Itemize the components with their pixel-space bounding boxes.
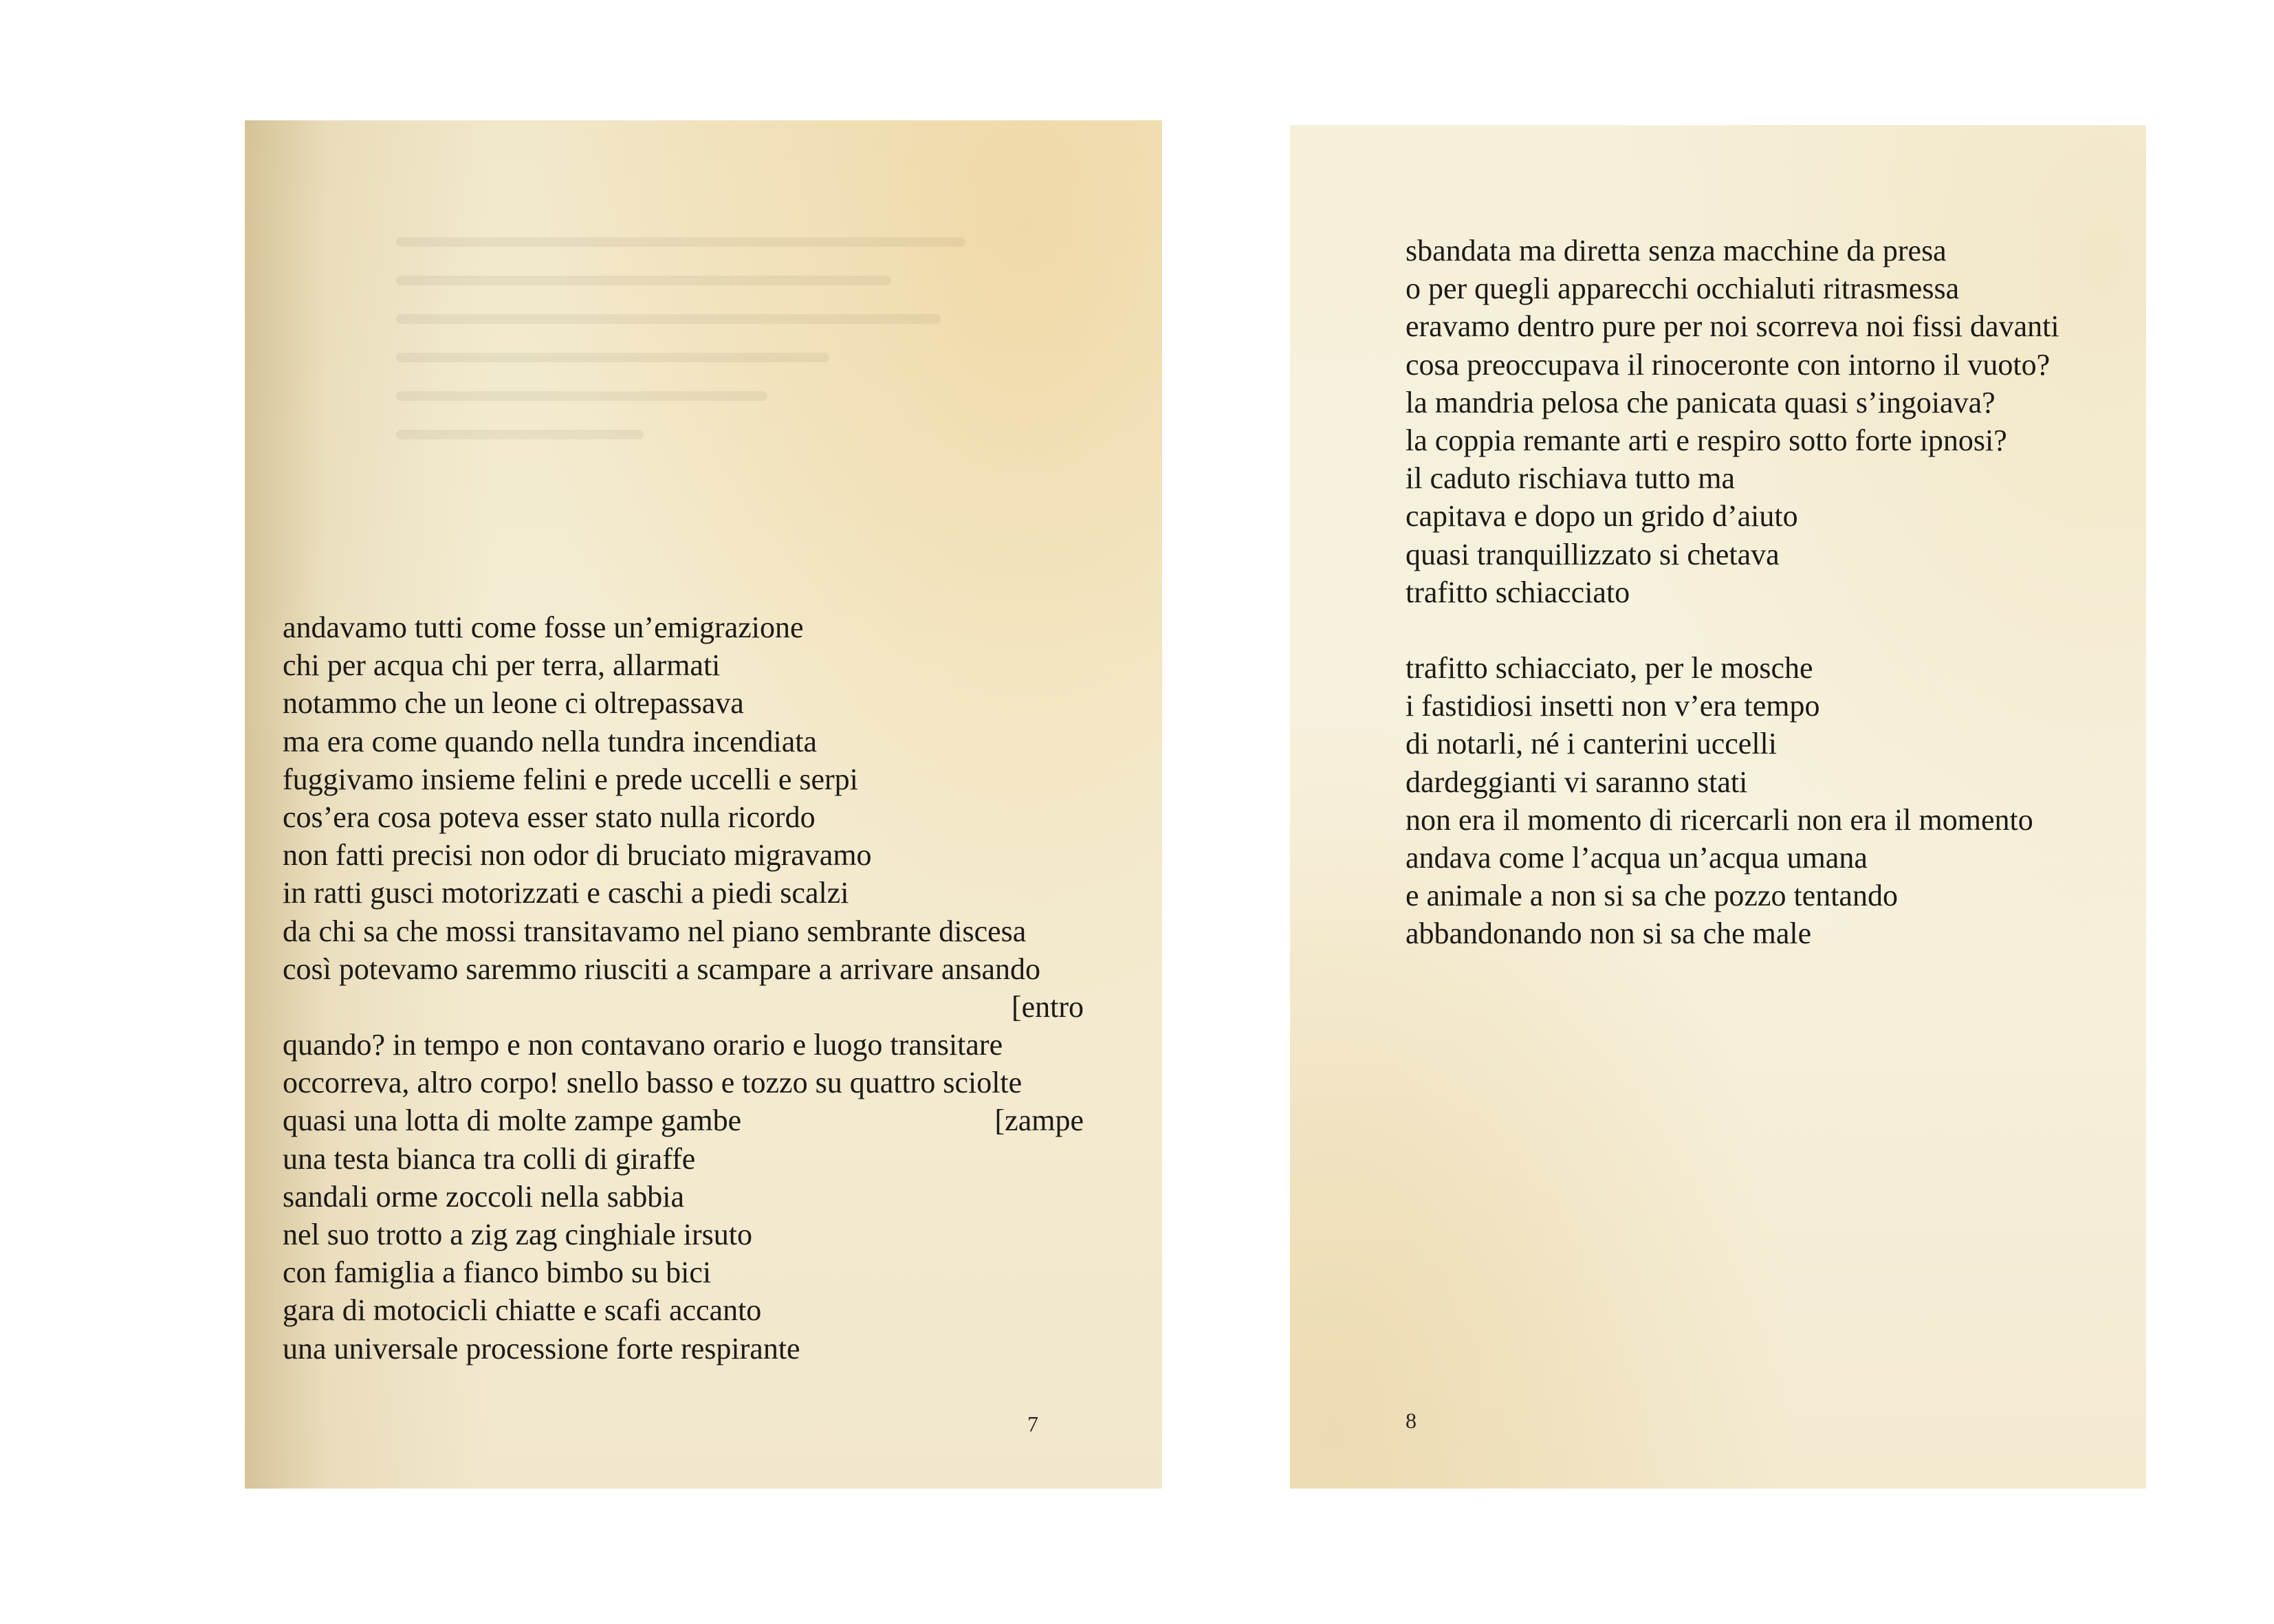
poem-line: con famiglia a fianco bimbo su bici — [283, 1255, 712, 1290]
poem-line: non fatti precisi non odor di bruciato migravamo — [283, 838, 872, 873]
page-number: 7 — [1027, 1412, 1038, 1436]
poem-line: trafitto schiacciato — [1406, 575, 1630, 609]
poem-line: ma era come quando nella tundra incendiata — [283, 724, 817, 758]
poem-line: in ratti gusci motorizzati e caschi a piedi scalzi — [283, 876, 849, 910]
poem-line: cos’era cosa poteva esser stato nulla ricordo — [283, 800, 816, 834]
poem-line: non era il momento di ricercarli non era il momento — [1406, 802, 2033, 837]
poem-line: capitava e dopo un grido d’aiuto — [1406, 499, 1798, 534]
right-poem — [1406, 232, 2121, 953]
poem-line: andava come l’acqua un’acqua umana — [1406, 841, 1868, 875]
poem-line: trafitto schiacciato, per le mosche — [1406, 651, 1813, 685]
poem-line: fuggivamo insieme felini e prede uccelli e serpi — [283, 762, 858, 796]
show-through-text — [396, 237, 1015, 485]
poem-line: e animale a non si sa che pozzo tentando — [1406, 879, 1898, 913]
poem-line-text: quasi una lotta di molte zampe gambe — [283, 1104, 742, 1138]
poem-line: o per quegli apparecchi occhialuti ritrasmessa — [1406, 272, 1960, 306]
page-number: 8 — [1406, 1408, 1417, 1433]
poem-line: i fastidiosi insetti non v’era tempo — [1406, 689, 1820, 723]
poem-line: sbandata ma diretta senza macchine da presa — [1406, 234, 1947, 267]
poem-line: dardeggianti vi saranno stati — [1406, 765, 1748, 799]
poem-line: cosa preoccupava il rinoceronte con intorno il vuoto? — [1406, 347, 2051, 382]
poem-line: sandali orme zoccoli nella sabbia — [283, 1179, 684, 1214]
poem-line: di notarli, né i canterini uccelli — [1406, 727, 1778, 761]
poem-line: chi per acqua chi per terra, allarmati — [283, 648, 721, 683]
poem-line: nel suo trotto a zig zag cinghiale irsuto — [283, 1218, 753, 1251]
poem-line: gara di motocicli chiatte e scafi accanto — [283, 1293, 762, 1328]
poem-line: il caduto rischiava tutto ma — [1406, 461, 1735, 496]
poem-line: andavamo tutti come fosse un’emigrazione — [283, 611, 804, 644]
poem-line: la coppia remante arti e respiro sotto forte ipnosi? — [1406, 423, 2007, 457]
poem-line: da chi sa che mossi transitavamo nel piano sembrante discesa — [283, 914, 1027, 948]
stanza-break — [1406, 611, 2121, 649]
right-page — [1290, 125, 2146, 1489]
poem-line: abbandonando non si sa che male — [1406, 917, 1812, 951]
poem-line: eravamo dentro pure per noi scorreva noi fissi davanti — [1406, 309, 2059, 344]
poem-line: così potevamo saremmo riusciti a scampare a arrivare ansando — [283, 952, 1040, 986]
poem-line-continuation: [entro — [1011, 989, 1084, 1024]
poem-line-continuation: [zampe — [994, 1104, 1084, 1138]
poem-line: una testa bianca tra colli di giraffe — [283, 1141, 696, 1176]
poem-line: occorreva, altro corpo! snello basso e tozzo su quattro sciolte — [283, 1066, 1023, 1100]
poem-line: una universale processione forte respirante — [283, 1331, 800, 1365]
poem-line: quasi tranquillizzato si chetava — [1406, 537, 1780, 571]
left-poem — [283, 608, 1084, 1368]
poem-line: notammo che un leone ci oltrepassava — [283, 686, 744, 721]
left-page — [245, 120, 1162, 1489]
poem-line: quando? in tempo e non contavano orario e luogo transitare — [283, 1028, 1003, 1062]
poem-line: la mandria pelosa che panicata quasi s’ingoiava? — [1406, 385, 1996, 419]
poem-line-with-continuation — [283, 1101, 1084, 1139]
